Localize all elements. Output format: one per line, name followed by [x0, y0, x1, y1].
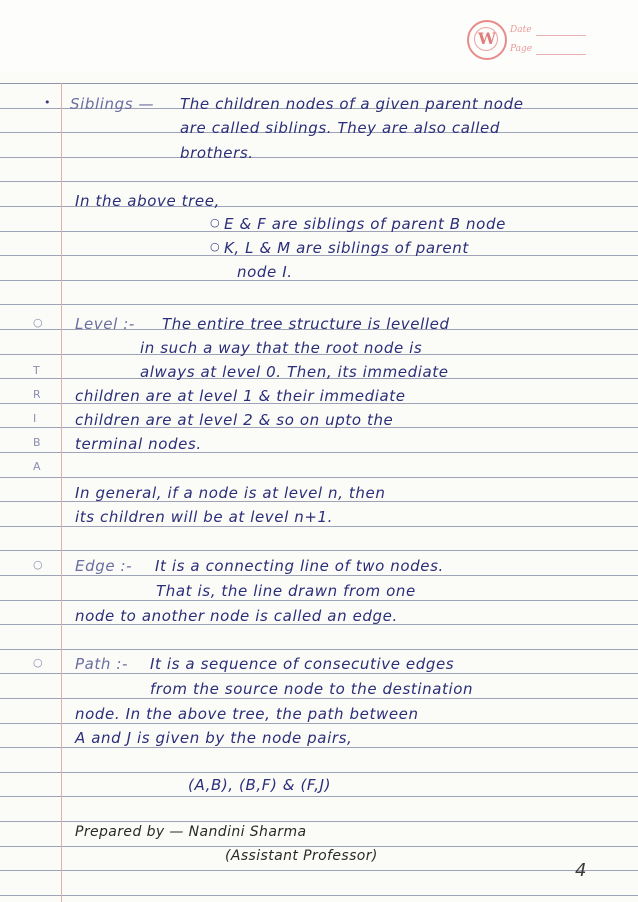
ruled-line: [0, 649, 638, 650]
ruled-line: [0, 796, 638, 797]
ruled-line: [0, 747, 638, 748]
ruled-line: [0, 83, 638, 84]
prepared-by: Prepared by — Nandini Sharma: [75, 824, 307, 840]
ruled-line: [0, 477, 638, 478]
page-line: [536, 54, 586, 55]
edge-line: That is, the line drawn from one: [156, 582, 416, 600]
ruled-line: [0, 304, 638, 305]
example-item: node I.: [237, 263, 293, 281]
ruled-line: [0, 550, 638, 551]
ruled-line: [0, 181, 638, 182]
path-line: A and J is given by the node pairs,: [75, 729, 353, 747]
margin-letter: R: [33, 388, 41, 401]
bullet-dot-icon: •: [44, 96, 51, 109]
term-level: Level :-: [75, 315, 135, 333]
level-line: in such a way that the root node is: [140, 339, 423, 357]
author-role: (Assistant Professor): [225, 848, 378, 864]
ruled-line: [0, 870, 638, 871]
level-line: The entire tree structure is levelled: [162, 315, 450, 333]
siblings-line: The children nodes of a given parent node: [180, 95, 524, 113]
bullet-circle-icon: ○: [33, 316, 43, 329]
ruled-line: [0, 723, 638, 724]
margin-letter: T: [33, 364, 40, 377]
bullet-circle-icon: ○: [210, 216, 220, 229]
date-line: [536, 35, 586, 36]
path-node-pairs: (A,B), (B,F) & (F,J): [188, 776, 332, 794]
ruled-line: [0, 575, 638, 576]
term-edge: Edge :-: [75, 557, 133, 575]
ruled-line: [0, 698, 638, 699]
term-path: Path :-: [75, 655, 129, 673]
siblings-line: brothers.: [180, 144, 254, 162]
ruled-line: [0, 600, 638, 601]
ruled-line: [0, 846, 638, 847]
siblings-line: are called siblings. They are also called: [180, 119, 501, 137]
ruled-line: [0, 526, 638, 527]
level-line: always at level 0. Then, its immediate: [140, 363, 449, 381]
date-label: Date: [510, 25, 532, 35]
level-line: children are at level 2 & so on upto the: [75, 411, 394, 429]
level-general-line: its children will be at level n+1.: [75, 508, 334, 526]
margin-letter: A: [33, 460, 41, 473]
margin-line: [61, 83, 62, 902]
ruled-line: [0, 821, 638, 822]
margin-letter: I: [33, 412, 37, 425]
example-item: K, L & M are siblings of parent: [224, 239, 469, 257]
bullet-circle-icon: ○: [210, 240, 220, 253]
margin-letter: B: [33, 436, 41, 449]
example-intro: In the above tree,: [75, 192, 220, 210]
ruled-line: [0, 772, 638, 773]
page-label: Page: [510, 44, 533, 54]
brand-logo: W: [467, 20, 507, 60]
ruled-line: [0, 673, 638, 674]
ruled-line: [0, 280, 638, 281]
term-siblings: Siblings —: [70, 95, 155, 113]
ruled-line: [0, 157, 638, 158]
path-line: from the source node to the destination: [150, 680, 474, 698]
ruled-line: [0, 895, 638, 896]
edge-line: It is a connecting line of two nodes.: [155, 557, 444, 575]
path-line: node. In the above tree, the path between: [75, 705, 419, 723]
level-general-line: In general, if a node is at level n, then: [75, 484, 386, 502]
example-item: E & F are siblings of parent B node: [224, 215, 506, 233]
level-line: terminal nodes.: [75, 435, 202, 453]
page-header-band: [0, 0, 638, 72]
path-line: It is a sequence of consecutive edges: [150, 655, 455, 673]
page-number: 4: [575, 860, 587, 881]
bullet-circle-icon: ○: [33, 656, 43, 669]
level-line: children are at level 1 & their immediate: [75, 387, 406, 405]
edge-line: node to another node is called an edge.: [75, 607, 398, 625]
bullet-circle-icon: ○: [33, 558, 43, 571]
